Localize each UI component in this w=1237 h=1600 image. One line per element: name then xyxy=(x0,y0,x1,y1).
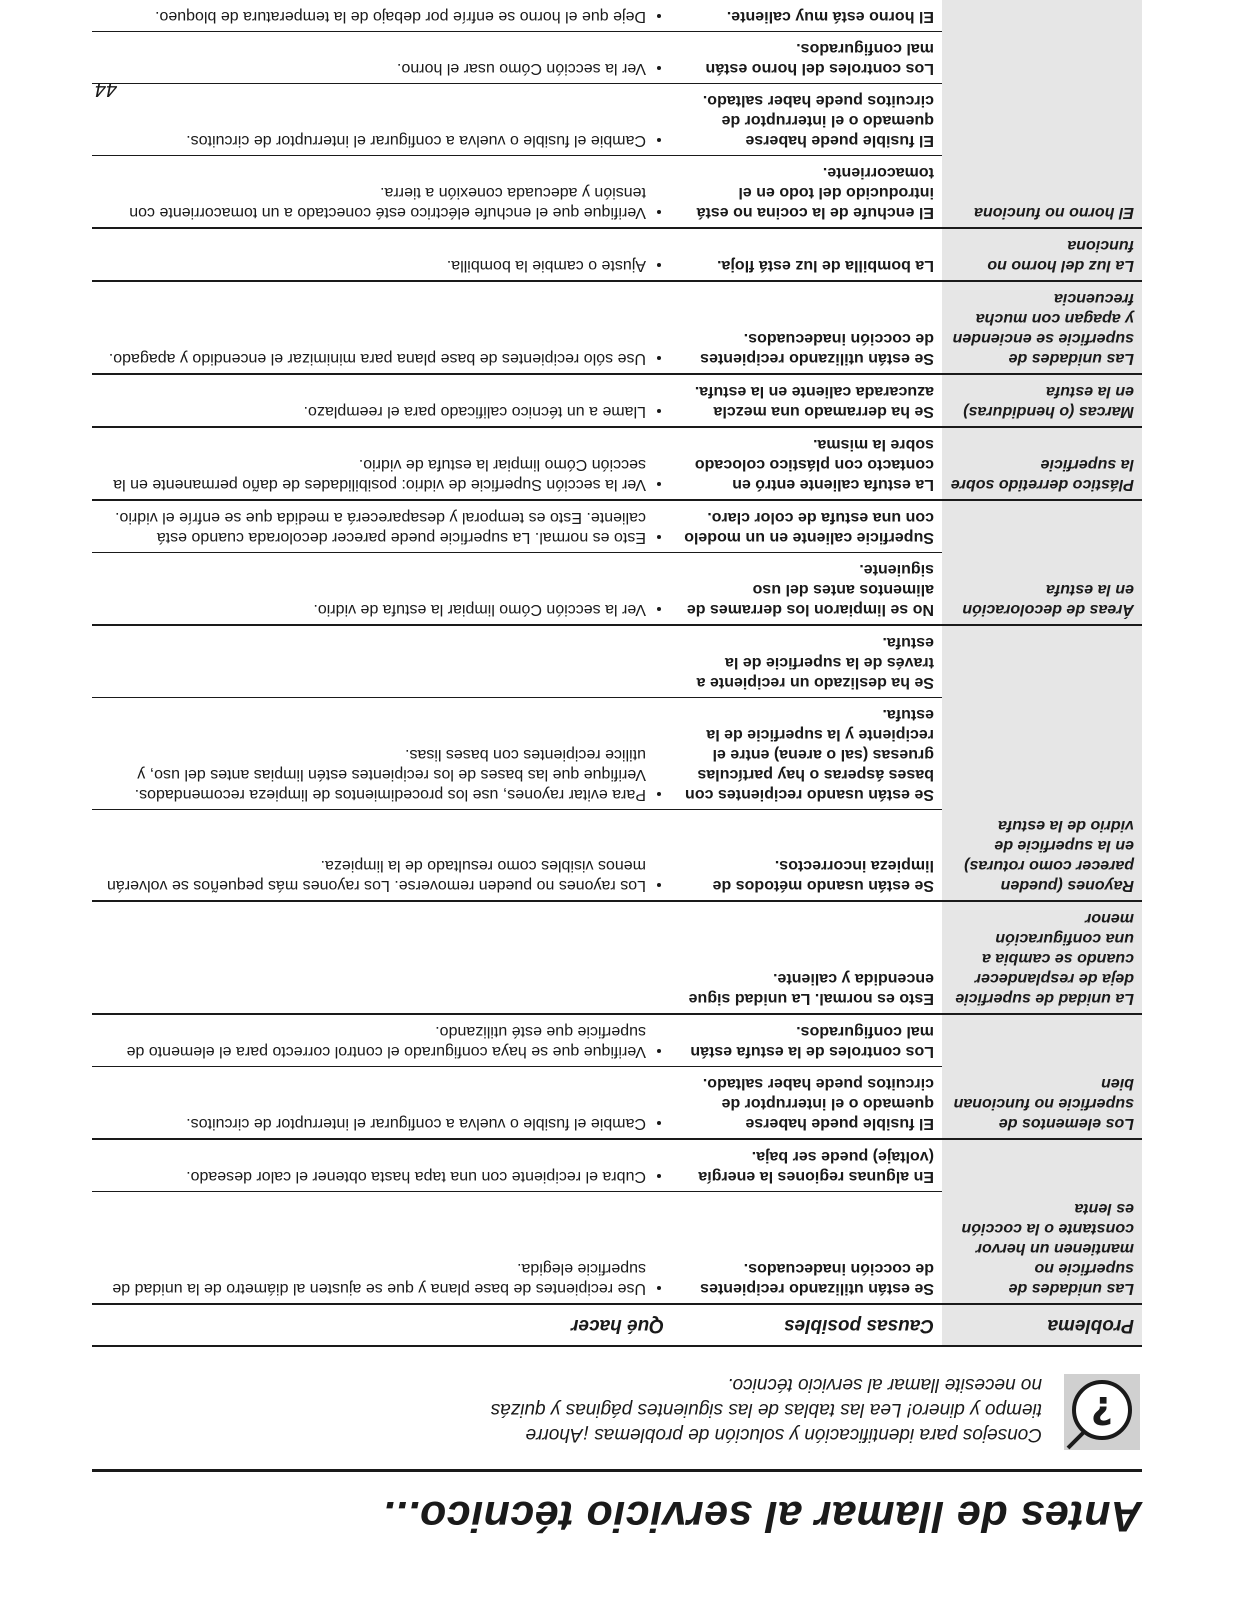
todo-text: • Los rayones no pueden removerse. Los rayones más pequeños se volverán menos visibles como resultado de la limpieza. xyxy=(100,856,646,896)
problem-cell xyxy=(942,0,1142,32)
todo-cell xyxy=(92,374,672,427)
tip-text: Consejos para identificación y solución de problemas ¡Ahorre tiempo y dinero! Lea las tablas de las siguientes páginas y quizás no necesite llamar al servicio técnico. xyxy=(490,1374,1042,1445)
table-row xyxy=(92,1015,1142,1068)
problem-cell: Las unidades de superficie se encienden y apagan con mucha frecuencia xyxy=(942,281,1142,374)
question-icon xyxy=(1064,1374,1140,1450)
cause-cell: La bombilla de luz está floja. xyxy=(672,228,942,281)
table-row xyxy=(92,1067,1142,1140)
todo-text: • Verifique que se haya configurado el control correcto para el elemento de superficie que esté utilizando. xyxy=(100,1022,646,1062)
problem-cell xyxy=(942,1015,1142,1068)
todo-cell xyxy=(92,500,672,553)
header-problem: Problema xyxy=(942,1304,1142,1346)
table-row xyxy=(92,32,1142,84)
todo-text: • Para evitar rayones, use los procedimientos de limpieza recomendados. Verifique que las bases de los recipientes estén limpias antes del uso, y utilice recipientes con bases lisas. xyxy=(100,744,646,804)
problem-cell: Marcas (o hendiduras) en la estufa xyxy=(942,374,1142,427)
table-row xyxy=(92,1140,1142,1193)
table-row xyxy=(92,0,1142,32)
todo-cell xyxy=(92,1192,672,1304)
todo-text: • Cambie el fusible o vuelva a configurar el interruptor de circuitos. xyxy=(100,1114,646,1134)
cause-cell: Los controles del horno están mal configurados. xyxy=(672,32,942,84)
todo-text: • Ver la sección Superficie de vidrio: posibilidades de daño permanente en la sección Cómo limpiar la estufa de vidrio. xyxy=(100,454,646,494)
cause-cell: No se limpiaron los derrames de alimentos antes del uso siguiente. xyxy=(672,553,942,626)
todo-text: • Deje que el horno se enfríe por debajo de la temperatura de bloqueo. xyxy=(100,6,646,26)
cause-cell: El horno está muy caliente. xyxy=(672,0,942,32)
todo-cell xyxy=(92,0,672,32)
cause-cell: Se ha deslizado un recipiente a través de la superficie de la estufa. xyxy=(672,625,942,698)
problem-cell xyxy=(942,1140,1142,1193)
todo-cell xyxy=(92,810,672,902)
table-row xyxy=(92,156,1142,229)
table-row xyxy=(92,810,1142,902)
todo-cell xyxy=(92,1067,672,1140)
cause-cell: Superficie caliente en un modelo con una estufa de color claro. xyxy=(672,500,942,553)
cause-cell: Esto es normal. La unidad sigue encendida y caliente. xyxy=(672,902,942,1015)
table-row xyxy=(92,228,1142,281)
todo-text: • Use recipientes de base plana y que se ajusten al diámetro de la unidad de superficie elegida. xyxy=(100,1258,646,1298)
troubleshooting-table xyxy=(92,0,1142,1347)
problem-cell: Áreas de decoloración en la estufa xyxy=(942,553,1142,626)
todo-cell xyxy=(92,156,672,229)
todo-text: • Cubra el recipiente con una tapa hasta obtener el calor deseado. xyxy=(100,1167,646,1187)
todo-text: • Verifique que el enchufe eléctrico esté conectado a un tomacorriente con tensión y adecuada conexión a tierra. xyxy=(100,182,646,222)
table-row xyxy=(92,281,1142,374)
cause-cell: El fusible puede haberse quemado o el interruptor de circuitos puede haber saltado. xyxy=(672,1067,942,1140)
todo-cell xyxy=(92,902,672,1015)
table-row xyxy=(92,625,1142,698)
todo-cell xyxy=(92,228,672,281)
cause-cell: Se están usando recipientes con bases ásperas o hay partículas gruesas (sal o arena) entre el recipiente y la superficie de la estufa. xyxy=(672,698,942,810)
todo-text: • Llame a un técnico calificado para el reemplazo. xyxy=(100,401,646,421)
todo-cell xyxy=(92,32,672,84)
problem-cell xyxy=(942,84,1142,156)
cause-cell: El fusible puede haberse quemado o el interruptor de circuitos puede haber saltado. xyxy=(672,84,942,156)
todo-cell xyxy=(92,427,672,500)
table-row xyxy=(92,374,1142,427)
todo-text: • Esto es normal. La superficie puede parecer decolorada cuando está caliente. Esto es temporal y desaparecerá a medida que se enfríe el vidrio. xyxy=(100,507,646,547)
todo-text: • Cambie el fusible o vuelva a configurar el interruptor de circuitos. xyxy=(100,130,646,150)
page-title: Antes de llamar al servicio técnico... xyxy=(382,1492,1142,1540)
problem-cell: El horno no funciona xyxy=(942,156,1142,229)
cause-cell: El enchufe de la cocina no está introducido del todo en el tomacorriente. xyxy=(672,156,942,229)
cause-cell: Los controles de la estufa están mal configurados. xyxy=(672,1015,942,1068)
cause-cell: Se están utilizando recipientes de cocción inadecuados. xyxy=(672,281,942,374)
table-row xyxy=(92,500,1142,553)
todo-text: • Ajuste o cambie la bombilla. xyxy=(100,255,646,275)
table-row xyxy=(92,1192,1142,1304)
table-row xyxy=(92,427,1142,500)
todo-cell xyxy=(92,281,672,374)
todo-cell xyxy=(92,1015,672,1068)
todo-cell xyxy=(92,698,672,810)
page-number: 44 xyxy=(95,78,118,100)
cause-cell: Se están usando métodos de limpieza incorrectos. xyxy=(672,810,942,902)
problem-cell: Los elementos de superficie no funcionan bien xyxy=(942,1067,1142,1140)
problem-cell: La luz del horno no funciona xyxy=(942,228,1142,281)
todo-text: • Ver la sección Cómo limpiar la estufa de vidrio. xyxy=(100,599,646,619)
todo-text: • Ver la sección Cómo usar el horno. xyxy=(100,58,646,78)
todo-cell xyxy=(92,625,672,698)
title-divider xyxy=(92,1469,1142,1472)
problem-cell xyxy=(942,698,1142,810)
problem-cell xyxy=(942,32,1142,84)
cause-cell: La estufa caliente entró en contacto con plástico colocado sobre la misma. xyxy=(672,427,942,500)
problem-cell: La unidad de superficie deja de resplandecer cuando se cambia a una configuración menor xyxy=(942,902,1142,1015)
header-causes: Causas posibles xyxy=(672,1304,942,1346)
table-row xyxy=(92,902,1142,1015)
problem-cell: Rayones (pueden parecer como roturas) en la superficie de vidrio de la estufa xyxy=(942,810,1142,902)
cause-cell: En algunas regiones la energía (voltaje) puede ser baja. xyxy=(672,1140,942,1193)
problem-cell xyxy=(942,500,1142,553)
table-row xyxy=(92,84,1142,156)
svg-text:?: ? xyxy=(1090,1388,1114,1432)
cause-cell: Se están utilizando recipientes de cocción inadecuados. xyxy=(672,1192,942,1304)
todo-cell xyxy=(92,1140,672,1193)
header-todo: Qué hacer xyxy=(92,1304,672,1346)
problem-cell: Las unidades de superficie no mantienen un hervor constante o la cocción es lenta xyxy=(942,1192,1142,1304)
cause-cell: Se ha derramado una mezcla azucarada caliente en la estufa. xyxy=(672,374,942,427)
table-row xyxy=(92,553,1142,626)
todo-cell xyxy=(92,84,672,156)
todo-text: • Use sólo recipientes de base plana para minimizar el encendido y apagado. xyxy=(100,348,646,368)
problem-cell: Plástico derretido sobre la superficie xyxy=(942,427,1142,500)
problem-cell xyxy=(942,625,1142,698)
todo-cell xyxy=(92,553,672,626)
table-row xyxy=(92,698,1142,810)
